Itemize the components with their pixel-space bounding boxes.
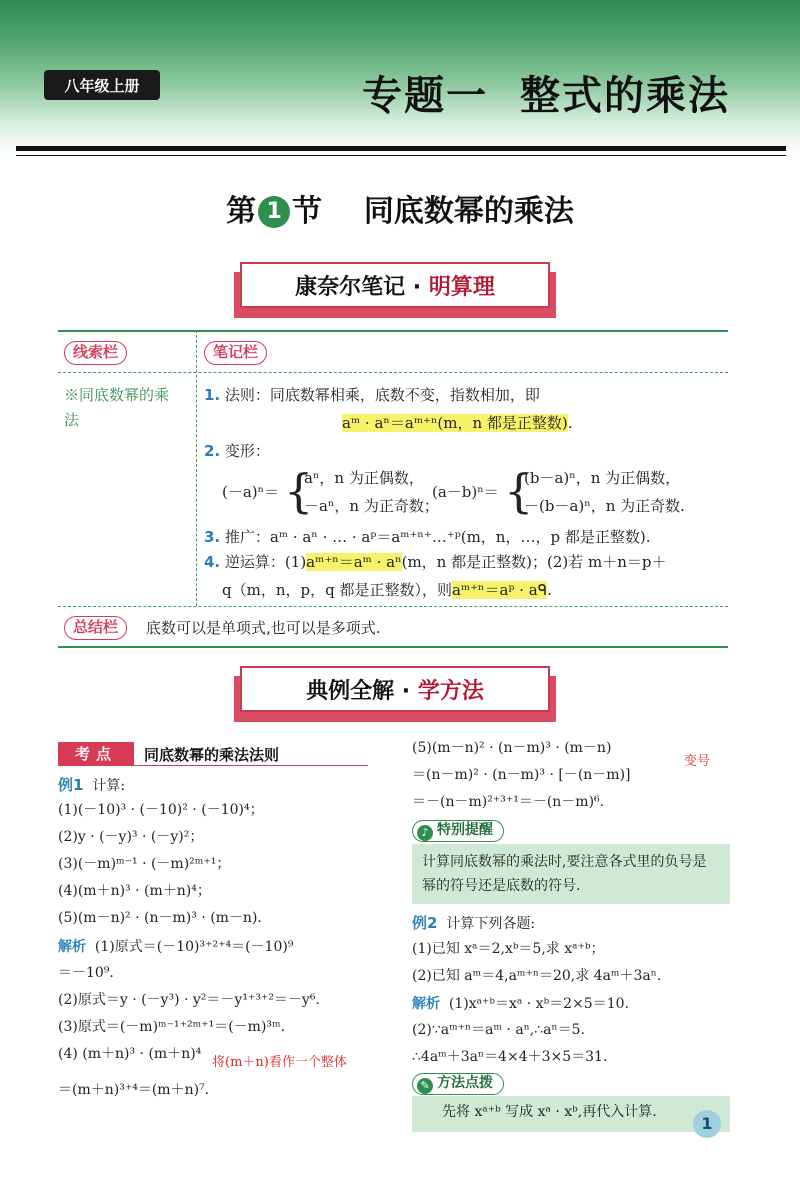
variation1-case1: aⁿ，n 为正偶数， [304, 469, 424, 487]
kaodian-tag: 考点 [58, 742, 134, 766]
reverse-line-2: q（m，n，p，q 都是正整数），则aᵐ⁺ⁿ＝aᵖ · aᑫ. [222, 581, 552, 599]
solution1-line-4: (3)原式＝(－m)ᵐ⁻¹⁺²ᵐ⁺¹＝(－m)³ᵐ. [58, 1019, 286, 1035]
banner-examples [240, 666, 550, 716]
example2-header: 例2 计算下列各题: [412, 914, 536, 932]
extension-line: 3. 推广：aᵐ · aⁿ · … · aᵖ＝aᵐ⁺ⁿ⁺…⁺ᵖ(m，n，…，p 都是正整数). [204, 528, 651, 546]
example2-q1: (1)已知 xᵃ＝2,xᵇ＝5,求 xᵃ⁺ᵇ； [412, 941, 605, 957]
banner-examples-main: 典例全解 · [306, 678, 418, 704]
brace-2: { [504, 464, 534, 518]
solution1-line-6: ＝(m＋n)³⁺⁴＝(m＋n)⁷. [58, 1082, 210, 1098]
page-number: 1 [693, 1110, 721, 1138]
note-tag: 笔记栏 [204, 341, 267, 365]
solution1-label: 解析 [58, 939, 86, 955]
solution5-line-3: ＝－(n－m)²⁺³⁺¹＝－(n－m)⁶. [412, 794, 605, 810]
solution1-line-1: 解析 (1)原式＝(－10)³⁺²⁺⁴＝(－10)⁹ [58, 939, 294, 955]
solution5-line-2: ＝(n－m)² · (n－m)³ · [－(n－m)] [412, 767, 631, 783]
example1-header: 例1 计算: [58, 776, 126, 794]
example1-item-3: (3)(－m)ᵐ⁻¹ · (－m)²ᵐ⁺¹； [58, 856, 231, 872]
example1-label: 例1 [58, 776, 84, 794]
summary-divider [58, 606, 728, 607]
header-divider [58, 372, 728, 373]
example1-item-1: (1)(－10)³ · (－10)² · (－10)⁴； [58, 802, 264, 818]
banner-notes-main: 康奈尔笔记 · [295, 274, 429, 300]
tip-title: ♪ 特别提醒 [412, 820, 504, 842]
method-box: 先将 xᵃ⁺ᵇ 写成 xᵃ · xᵇ,再代入计算. [412, 1096, 730, 1132]
cornell-notes [58, 330, 728, 648]
variation1-case2: －aⁿ，n 为正奇数； [304, 497, 439, 515]
example1-item-4: (4)(m＋n)³ · (m＋n)⁴； [58, 883, 211, 899]
solution5-annotation: 变号 [684, 754, 711, 769]
section-prefix: 第 [226, 194, 257, 229]
reverse-highlight-2: aᵐ⁺ⁿ＝aᵖ · aᑫ [451, 581, 548, 599]
grade-tag: 八年级上册 [44, 70, 160, 100]
clue-line-2: 法 [64, 411, 80, 429]
example1-item-2: (2)y · (－y)³ · (－y)²； [58, 829, 204, 845]
rule-formula-line: aᵐ · aⁿ＝aᵐ⁺ⁿ(m，n 都是正整数). [342, 414, 573, 432]
clue-line-1: ※同底数幂的乘 [64, 386, 170, 404]
solution1-line-2: ＝－10⁹. [58, 965, 114, 981]
chapter-title: 专题一 整式的乘法 [362, 73, 730, 119]
section-suffix: 节 同底数幂的乘法 [292, 194, 574, 229]
reverse-line-1: 4. 逆运算：(1)aᵐ⁺ⁿ＝aᵐ · aⁿ(m，n 都是正整数)；(2)若 m＋n＝p＋ [204, 553, 667, 571]
summary-text: 底数可以是单项式,也可以是多项式. [146, 619, 381, 637]
solution2-line-1: 解析 (1)xᵃ⁺ᵇ＝xᵃ · xᵇ＝2×5＝10. [412, 996, 629, 1012]
kaodian-title: 同底数幂的乘法法则 [144, 746, 280, 764]
kaodian-bar [58, 742, 368, 766]
solution1-annotation: 将(m＋n)看作一个整体 [212, 1055, 347, 1070]
tip-box: 计算同底数幂的乘法时,要注意各式里的负号是幂的符号还是底数的符号. [412, 844, 730, 904]
banner-notes [240, 262, 550, 312]
section-number-badge: 1 [258, 196, 290, 228]
summary-tag: 总结栏 [64, 616, 127, 640]
method-title: ✎ 方法点拨 [412, 1073, 504, 1095]
solution2-line-2: (2)∵aᵐ⁺ⁿ＝aᵐ · aⁿ,∴aⁿ＝5. [412, 1022, 585, 1038]
speaker-icon: ♪ [417, 825, 433, 841]
solution1-line-3: (2)原式＝y · (－y³) · y²＝－y¹⁺³⁺²＝－y⁶. [58, 992, 320, 1008]
solution5-line-1: (5)(m－n)² · (n－m)³ · (m－n) [412, 740, 612, 756]
banner-notes-accent: 明算理 [428, 274, 495, 300]
table-bottom-rule [58, 646, 728, 648]
compass-icon: ✎ [417, 1078, 433, 1094]
rule-line: 1. 法则：同底数幂相乘，底数不变，指数相加，即 [204, 386, 540, 404]
variation-line: 2. 变形： [204, 442, 270, 460]
brace-1: { [284, 464, 314, 518]
reverse-highlight-1: aᵐ⁺ⁿ＝aᵐ · aⁿ [306, 553, 402, 571]
banner-examples-accent: 学方法 [417, 678, 484, 704]
clue-tag: 线索栏 [64, 341, 127, 365]
variation2-case2: －(b－a)ⁿ，n 为正奇数. [524, 497, 685, 515]
header-rule [16, 146, 786, 151]
variation2-case1: (b－a)ⁿ，n 为正偶数， [524, 469, 681, 487]
example2-q2: (2)已知 aᵐ＝4,aᵐ⁺ⁿ＝20,求 4aᵐ＋3aⁿ. [412, 968, 662, 984]
variation2-lhs: (a－b)ⁿ＝ [432, 483, 499, 501]
table-top-rule [58, 330, 728, 332]
solution1-line-5: (4) (m＋n)³ · (m＋n)⁴ [58, 1046, 202, 1062]
rule-formula-highlight: aᵐ · aⁿ＝aᵐ⁺ⁿ(m，n 都是正整数) [342, 414, 568, 432]
example2-label: 例2 [412, 914, 438, 932]
variation1-lhs: (－a)ⁿ＝ [222, 483, 280, 501]
solution2-label: 解析 [412, 996, 440, 1012]
header-rule-thin [16, 155, 786, 156]
example1-item-5: (5)(m－n)² · (n－m)³ · (m－n). [58, 910, 262, 926]
section-title [0, 186, 800, 230]
solution2-line-3: ∴4aᵐ＋3aⁿ＝4×4＋3×5＝31. [412, 1049, 608, 1065]
